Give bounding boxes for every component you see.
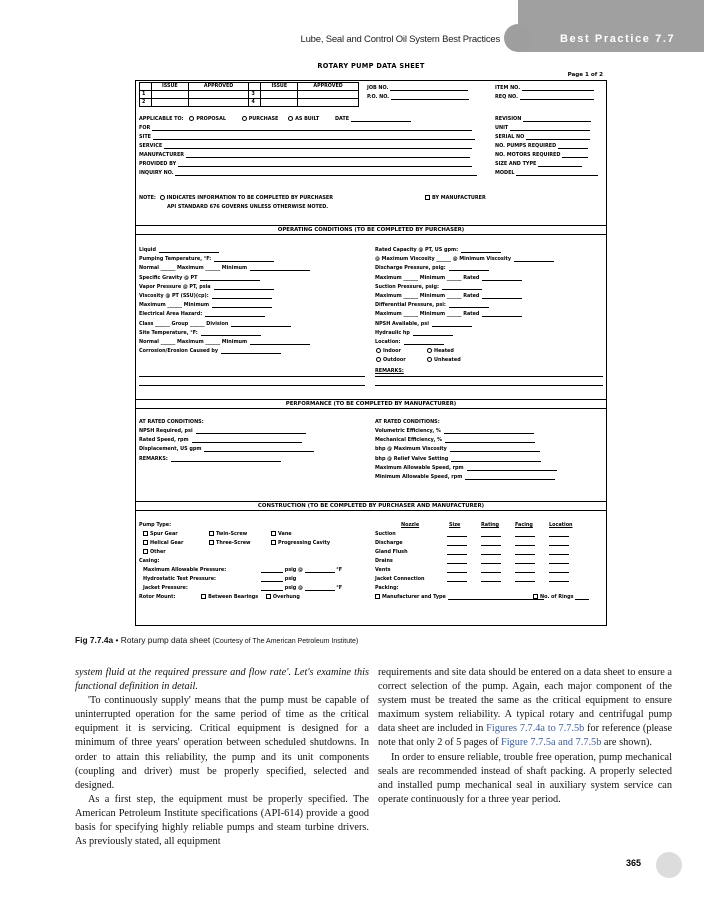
perf-right-heading: AT RATED CONDITIONS: bbox=[375, 419, 440, 425]
nozzle-row: Discharge bbox=[375, 540, 569, 546]
nozzle-cell[interactable] bbox=[549, 569, 569, 573]
form-row: Maximum Allowable Speed, rpm bbox=[375, 465, 557, 471]
rev-header: ISSUE bbox=[261, 83, 298, 91]
casing-max-pressure-unit: psig @ °F bbox=[261, 567, 342, 573]
nozzle-cell[interactable] bbox=[481, 542, 501, 546]
fill-line[interactable] bbox=[231, 323, 291, 327]
left-field: SERVICE bbox=[139, 143, 472, 149]
casing-jacket-pressure: Jacket Pressure: bbox=[143, 585, 188, 591]
req-no-field: REQ NO. bbox=[495, 94, 594, 100]
figure-link[interactable]: Figures 7.7.4a to 7.7.5b bbox=[486, 723, 585, 735]
casing-max-pressure: Maximum Allowable Pressure: bbox=[143, 567, 227, 573]
rotary-pump-data-sheet bbox=[135, 56, 607, 626]
pump-type-other: Other bbox=[143, 549, 166, 555]
perf-left-heading: AT RATED CONDITIONS: bbox=[139, 419, 204, 425]
fill-line[interactable] bbox=[451, 458, 541, 462]
fill-line[interactable] bbox=[442, 286, 482, 290]
rev-header: APPROVED bbox=[188, 83, 249, 91]
form-row: NPSH Available, psi bbox=[375, 321, 472, 327]
paragraph: system fluid at the required pressure and flow rate'. Let's examine this functional definition in detail. bbox=[75, 667, 369, 693]
nozzle-cell[interactable] bbox=[549, 551, 569, 555]
nozzle-cell[interactable] bbox=[515, 578, 535, 582]
revision-table bbox=[139, 82, 359, 107]
nozzle-rating-header: Rating bbox=[481, 522, 500, 528]
fill-line[interactable] bbox=[444, 430, 534, 434]
rev-row-number: 3 bbox=[249, 91, 261, 99]
nozzle-cell[interactable] bbox=[515, 569, 535, 573]
job-no-field: JOB NO. bbox=[367, 85, 468, 91]
form-row: Volumetric Efficiency, % bbox=[375, 428, 534, 434]
nozzle-location-header: Location bbox=[549, 522, 573, 528]
fill-line[interactable] bbox=[467, 467, 557, 471]
operating-remarks: REMARKS: bbox=[375, 368, 404, 374]
pump-type-twin-screw: Twin-Screw bbox=[209, 531, 247, 537]
casing-jacket-pressure-unit: psig @ °F bbox=[261, 585, 342, 591]
nozzle-size-header: Size bbox=[449, 522, 461, 528]
form-row: Maximum ______ Minimum bbox=[139, 302, 272, 308]
form-row: REMARKS: bbox=[139, 456, 281, 462]
fill-line[interactable] bbox=[449, 267, 489, 271]
fill-line[interactable] bbox=[200, 277, 260, 281]
fill-line[interactable] bbox=[171, 458, 281, 462]
form-row: Rated Speed, rpm bbox=[139, 437, 302, 443]
fill-line[interactable] bbox=[461, 249, 501, 253]
fill-line[interactable] bbox=[205, 313, 265, 317]
nozzle-row: Suction bbox=[375, 531, 569, 537]
fill-line[interactable] bbox=[482, 313, 522, 317]
nozzle-cell[interactable] bbox=[515, 551, 535, 555]
nozzle-cell[interactable] bbox=[481, 551, 501, 555]
form-row: Class ______ Group ______ Division bbox=[139, 321, 291, 327]
figure-link[interactable]: Figure 7.7.5a and 7.7.5b bbox=[500, 737, 602, 749]
rev-header: ISSUE bbox=[152, 83, 189, 91]
form-row: Rated Capacity @ PT, US gpm: bbox=[375, 247, 501, 253]
left-field: PROVIDED BY bbox=[139, 161, 472, 167]
form-row: bhp @ Maximum Viscosity bbox=[375, 446, 540, 452]
form-row: NPSH Required, psi bbox=[139, 428, 306, 434]
nozzle-cell[interactable] bbox=[549, 542, 569, 546]
caption-source: (Courtesy of The American Petroleum Institute) bbox=[212, 638, 359, 645]
form-row: @ Maximum Viscosity ______ @ Minimum Viscosity bbox=[375, 256, 554, 262]
right-field: SIZE AND TYPE bbox=[495, 161, 582, 167]
paragraph: As a first step, the equipment must be properly specified. The American Petroleum Institute specifications (API-614) provide a good basis for specifying highly reliable pumps and steam turbine drivers. As previously stated, all equipment bbox=[75, 793, 369, 848]
form-row: Maximum ______ Minimum ______ Rated bbox=[375, 293, 522, 299]
sheet-title: ROTARY PUMP DATA SHEET bbox=[317, 62, 425, 70]
nozzle-cell[interactable] bbox=[515, 542, 535, 546]
rev-header: APPROVED bbox=[298, 83, 359, 91]
note-manufacturer: BY MANUFACTURER bbox=[425, 195, 486, 201]
fill-line[interactable] bbox=[204, 448, 314, 452]
pump-type-three-screw: Three-Screw bbox=[209, 540, 251, 546]
nozzle-cell[interactable] bbox=[481, 533, 501, 537]
location-unheated: Unheated bbox=[427, 357, 461, 363]
proposal-radio[interactable] bbox=[189, 116, 194, 121]
nozzle-row: Gland Flush bbox=[375, 549, 569, 555]
paragraph: 'To continuously supply' means that the pump must be capable of uninterrupted operation for the same period of time as the critical equipment it is servicing. Critical equipment is designed for a minimum of three years' operation between scheduled shutdowns. In order to attain this reliability, the pump and its unit components (coupling and driver) must be properly specified, selected and designed. bbox=[75, 695, 369, 791]
section-tab-label: Best Practice 7.7 bbox=[560, 33, 676, 45]
rev-row-number: 2 bbox=[140, 99, 152, 107]
fill-line[interactable] bbox=[214, 286, 274, 290]
form-row: Mechanical Efficiency, % bbox=[375, 437, 535, 443]
form-row: Hydraulic hp bbox=[375, 330, 453, 336]
page-number-circle bbox=[656, 852, 682, 878]
as-built-radio[interactable] bbox=[288, 116, 293, 121]
fill-line[interactable] bbox=[449, 304, 489, 308]
note-purchaser: NOTE: INDICATES INFORMATION TO BE COMPLETED BY PURCHASER bbox=[139, 195, 334, 201]
right-text-column bbox=[378, 666, 672, 807]
nozzle-cell[interactable] bbox=[447, 542, 467, 546]
casing-hydro-test: Hydrostatic Test Pressure: bbox=[143, 576, 216, 582]
form-row: bhp @ Relief Valve Setting bbox=[375, 456, 541, 462]
form-row: Viscosity @ PT (SSU)(cp): bbox=[139, 293, 272, 299]
nozzle-cell[interactable] bbox=[549, 560, 569, 564]
fill-line[interactable] bbox=[212, 295, 272, 299]
purchase-radio[interactable] bbox=[242, 116, 247, 121]
nozzle-cell[interactable] bbox=[447, 569, 467, 573]
form-row: Normal ______ Maximum ______ Minimum bbox=[139, 265, 310, 271]
section-operating-conditions: OPERATING CONDITIONS (TO BE COMPLETED BY PURCHASER) bbox=[135, 225, 607, 235]
fill-line[interactable] bbox=[196, 430, 306, 434]
nozzle-cell[interactable] bbox=[447, 560, 467, 564]
form-row: Maximum ______ Minimum ______ Rated bbox=[375, 311, 522, 317]
left-field: FOR bbox=[139, 125, 472, 131]
fill-line[interactable] bbox=[445, 439, 535, 443]
fill-line[interactable] bbox=[482, 277, 522, 281]
form-row: Liquid bbox=[139, 247, 219, 253]
fill-line[interactable] bbox=[250, 267, 310, 271]
paragraph: In order to ensure reliable, trouble free operation, pump mechanical seals are recommended instead of shaft packing. A properly selected and installed pump mechanical seal in auxiliary system service can operate continuously for a three year period. bbox=[378, 751, 672, 805]
form-row: Differential Pressure, psi: bbox=[375, 302, 489, 308]
fill-line[interactable] bbox=[450, 448, 540, 452]
nozzle-cell[interactable] bbox=[515, 560, 535, 564]
left-text-column bbox=[75, 666, 369, 849]
sheet-page-number: Page 1 of 2 bbox=[567, 72, 603, 78]
nozzle-row: Jacket Connection bbox=[375, 576, 569, 582]
rotor-mount: Rotor Mount: Between Bearings Overhung bbox=[139, 594, 300, 600]
section-performance: PERFORMANCE (TO BE COMPLETED BY MANUFACTURER) bbox=[135, 399, 607, 409]
rev-row-number: 4 bbox=[249, 99, 261, 107]
left-field: INQUIRY NO. bbox=[139, 170, 477, 176]
right-field: MODEL bbox=[495, 170, 598, 176]
nozzle-cell[interactable] bbox=[447, 578, 467, 582]
form-row: Vapor Pressure @ PT, psia bbox=[139, 284, 274, 290]
nozzle-row: Vents bbox=[375, 567, 569, 573]
fill-line[interactable] bbox=[214, 258, 274, 262]
packing-label: Packing: bbox=[375, 585, 399, 591]
form-row: Maximum ______ Minimum ______ Rated bbox=[375, 275, 522, 281]
pump-type-vane: Vane bbox=[271, 531, 292, 537]
nozzle-row: Drains bbox=[375, 558, 569, 564]
caption-bullet: • bbox=[115, 635, 119, 645]
pump-type-helical-gear: Helical Gear bbox=[143, 540, 183, 546]
nozzle-header: Nozzle bbox=[401, 522, 420, 528]
fill-line[interactable] bbox=[212, 304, 272, 308]
caption-text: Rotary pump data sheet bbox=[120, 635, 211, 645]
form-row: Displacement, US gpm bbox=[139, 446, 314, 452]
form-row: Corrosion/Erosion Caused by bbox=[139, 348, 281, 354]
form-row: Minimum Allowable Speed, rpm bbox=[375, 474, 555, 480]
fill-line[interactable] bbox=[250, 341, 310, 345]
note-api: API STANDARD 676 GOVERNS UNLESS OTHERWISE NOTED. bbox=[167, 204, 329, 210]
casing-label: Casing: bbox=[139, 558, 160, 564]
form-row: Specific Gravity @ PT bbox=[139, 275, 260, 281]
form-row: Discharge Pressure, psig: bbox=[375, 265, 489, 271]
left-field: SITE bbox=[139, 134, 475, 140]
fill-line[interactable] bbox=[465, 476, 555, 480]
section-tab-circle bbox=[504, 24, 532, 52]
right-field: NO. PUMPS REQUIRED bbox=[495, 143, 588, 149]
fill-line[interactable] bbox=[514, 258, 554, 262]
location-heated: Heated bbox=[427, 348, 454, 354]
fill-line[interactable] bbox=[159, 249, 219, 253]
figure-label: Fig 7.7.4a bbox=[75, 635, 114, 645]
nozzle-cell[interactable] bbox=[481, 560, 501, 564]
right-field: NO. MOTORS REQUIRED bbox=[495, 152, 588, 158]
nozzle-cell[interactable] bbox=[481, 578, 501, 582]
section-construction: CONSTRUCTION (TO BE COMPLETED BY PURCHASER AND MANUFACTURER) bbox=[135, 501, 607, 511]
po-no-field: P.O. NO. bbox=[367, 94, 469, 100]
nozzle-cell[interactable] bbox=[447, 533, 467, 537]
packing-manufacturer: Manufacturer and Type bbox=[375, 594, 544, 600]
packing-rings: No. of Rings bbox=[533, 594, 589, 600]
fill-line[interactable] bbox=[482, 295, 522, 299]
fill-line[interactable] bbox=[413, 332, 453, 336]
right-field: SERIAL NO bbox=[495, 134, 590, 140]
fill-line[interactable] bbox=[432, 323, 472, 327]
form-row: Pumping Temperature, °F: bbox=[139, 256, 274, 262]
fill-line[interactable] bbox=[201, 332, 261, 336]
left-field: MANUFACTURER bbox=[139, 152, 470, 158]
nozzle-cell[interactable] bbox=[447, 551, 467, 555]
pump-type-spur-gear: Spur Gear bbox=[143, 531, 178, 537]
nozzle-cell[interactable] bbox=[515, 533, 535, 537]
rev-row-number: 1 bbox=[140, 91, 152, 99]
form-row: Electrical Area Hazard: bbox=[139, 311, 265, 317]
fill-line[interactable] bbox=[404, 341, 444, 345]
casing-hydro-test-unit: psig bbox=[261, 576, 296, 582]
form-row: Location: bbox=[375, 339, 444, 345]
form-row: Suction Pressure, psig: bbox=[375, 284, 482, 290]
pump-type-progressing-cavity: Progressing Cavity bbox=[271, 540, 330, 546]
running-title: Lube, Seal and Control Oil System Best Practices bbox=[300, 34, 500, 45]
form-row: Site Temperature, °F: bbox=[139, 330, 261, 336]
right-field: REVISION bbox=[495, 116, 591, 122]
location-outdoor: Outdoor bbox=[376, 357, 406, 363]
nozzle-facing-header: Facing bbox=[515, 522, 533, 528]
nozzle-cell[interactable] bbox=[549, 533, 569, 537]
fill-line[interactable] bbox=[192, 439, 302, 443]
page-number: 365 bbox=[626, 858, 642, 868]
item-no-field: ITEM NO. bbox=[495, 85, 594, 91]
fill-line[interactable] bbox=[221, 350, 281, 354]
location-indoor: Indoor bbox=[376, 348, 401, 354]
right-field: UNIT bbox=[495, 125, 590, 131]
applicable-to-row: APPLICABLE TO: PROPOSAL PURCHASE AS BUILT DATE bbox=[139, 116, 411, 122]
pump-type-label: Pump Type: bbox=[139, 522, 172, 528]
nozzle-cell[interactable] bbox=[549, 578, 569, 582]
paragraph: requirements and site data should be entered on a data sheet to ensure a correct selection of the pump. Again, each major component of the system must be treated the same as the critical equipment to ensure maximum system reliability. A typical rotary and centrifugal pump data sheet are included in Figures 7.7.4a to 7.7.5b for reference (please note that only 2 of 5 pages of Figure 7.7.5a and 7.7.5b are shown). bbox=[378, 667, 673, 749]
nozzle-cell[interactable] bbox=[481, 569, 501, 573]
form-row: Normal ______ Maximum ______ Minimum bbox=[139, 339, 310, 345]
figure-caption bbox=[75, 635, 358, 645]
